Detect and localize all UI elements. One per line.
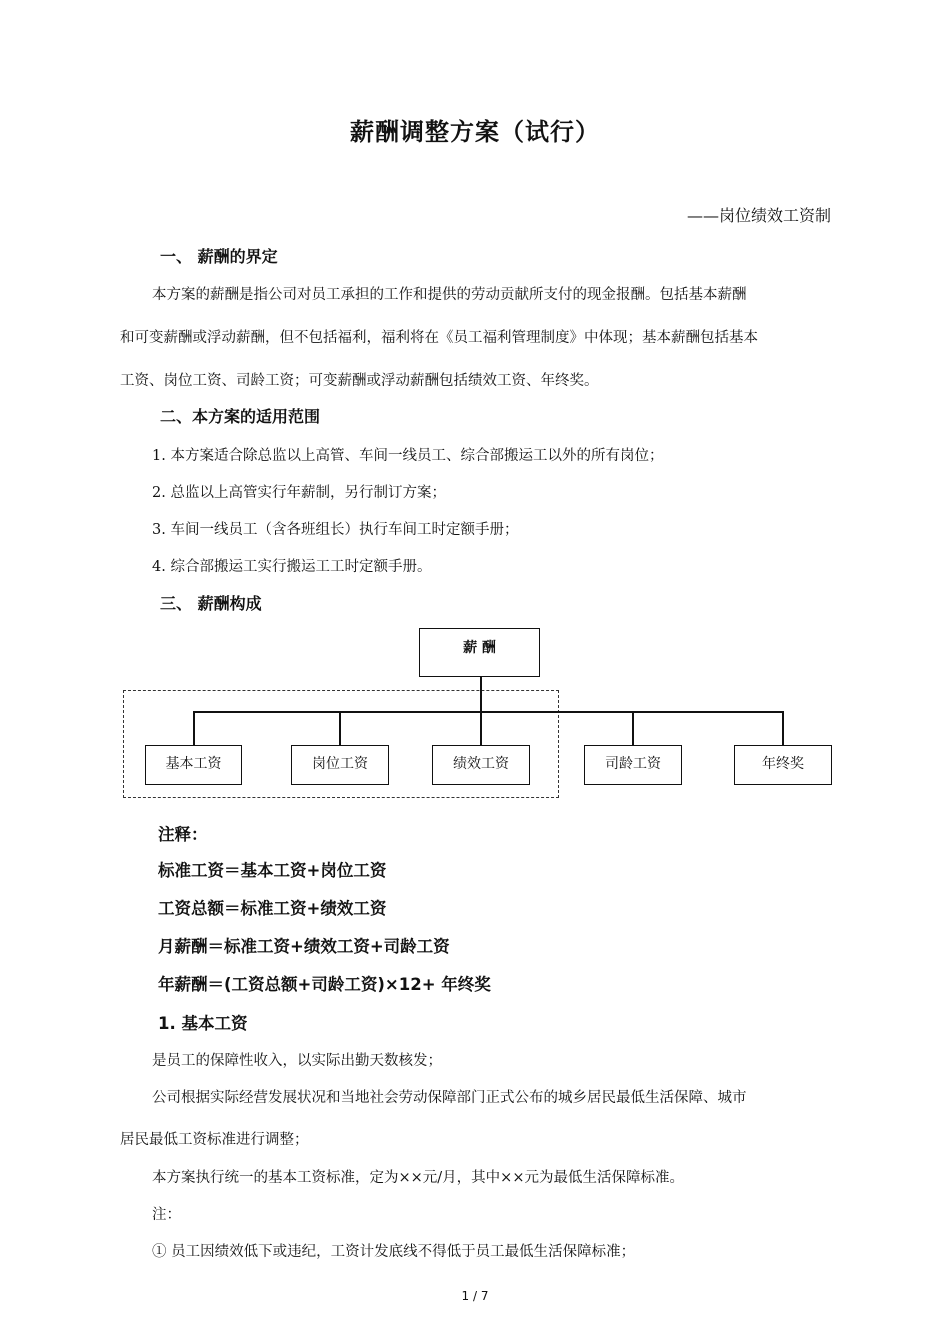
- formula-4: 年薪酬＝(工资总额+司龄工资)×12+ 年终奖: [158, 975, 491, 994]
- page-subtitle: ——岗位绩效工资制: [686, 206, 831, 225]
- scope-item-4: 4. 综合部搬运工实行搬运工工时定额手册。: [152, 559, 432, 575]
- diagram-node-basic-wage: 基本工资: [145, 745, 242, 785]
- subsection-1-note-item-1: ① 员工因绩效低下或违纪，工资计发底线不得低于员工最低生活保障标准；: [152, 1244, 636, 1260]
- formula-1: 标准工资＝基本工资+岗位工资: [158, 861, 387, 880]
- subsection-1-heading: 1. 基本工资: [158, 1014, 248, 1033]
- diagram-root-box: 薪 酬: [419, 628, 540, 677]
- scope-item-3: 3. 车间一线员工（含各班组长）执行车间工时定额手册；: [152, 522, 519, 538]
- diagram-node-performance-wage: 绩效工资: [432, 745, 530, 785]
- subsection-1-line-3: 居民最低工资标准进行调整；: [120, 1132, 309, 1148]
- subsection-1-line-2: 公司根据实际经营发展状况和当地社会劳动保障部门正式公布的城乡居民最低生活保障、城市: [152, 1090, 747, 1106]
- subsection-1-line-4: 本方案执行统一的基本工资标准，定为××元/月，其中××元为最低生活保障标准。: [152, 1170, 684, 1186]
- horizontal-connector: [193, 711, 784, 713]
- page-number: 1 / 7: [461, 1289, 489, 1303]
- child-connector-4: [632, 711, 634, 745]
- formula-2: 工资总额＝标准工资+绩效工资: [158, 899, 387, 918]
- root-connector: [480, 676, 482, 712]
- diagram-node-year-end-bonus: 年终奖: [734, 745, 832, 785]
- section-1-line-3: 工资、岗位工资、司龄工资；可变薪酬或浮动薪酬包括绩效工资、年终奖。: [120, 373, 599, 389]
- section-2-heading: 二、本方案的适用范围: [160, 407, 321, 426]
- section-3-heading: 三、 薪酬构成: [160, 594, 262, 613]
- section-1-line-2: 和可变薪酬或浮动薪酬，但不包括福利，福利将在《员工福利管理制度》中体现；基本薪酬包括基本: [120, 330, 758, 346]
- child-connector-2: [339, 711, 341, 745]
- section-1-line-1: 本方案的薪酬是指公司对员工承担的工作和提供的劳动贡献所支付的现金报酬。包括基本薪酬: [152, 287, 747, 303]
- diagram-node-position-wage: 岗位工资: [291, 745, 389, 785]
- formula-3: 月薪酬＝标准工资+绩效工资+司龄工资: [158, 937, 450, 956]
- subsection-1-line-1: 是员工的保障性收入，以实际出勤天数核发；: [152, 1053, 442, 1069]
- note-label: 注释：: [158, 825, 208, 844]
- subsection-1-note-label: 注：: [152, 1207, 181, 1223]
- child-connector-5: [782, 711, 784, 745]
- page-title: 薪酬调整方案（试行）: [350, 118, 600, 146]
- child-connector-1: [193, 711, 195, 745]
- scope-item-1: 1. 本方案适合除总监以上高管、车间一线员工、综合部搬运工以外的所有岗位；: [152, 448, 664, 464]
- scope-item-2: 2. 总监以上高管实行年薪制，另行制订方案；: [152, 485, 446, 501]
- section-1-heading: 一、 薪酬的界定: [160, 247, 278, 266]
- diagram-node-seniority-wage: 司龄工资: [584, 745, 682, 785]
- child-connector-3: [480, 711, 482, 745]
